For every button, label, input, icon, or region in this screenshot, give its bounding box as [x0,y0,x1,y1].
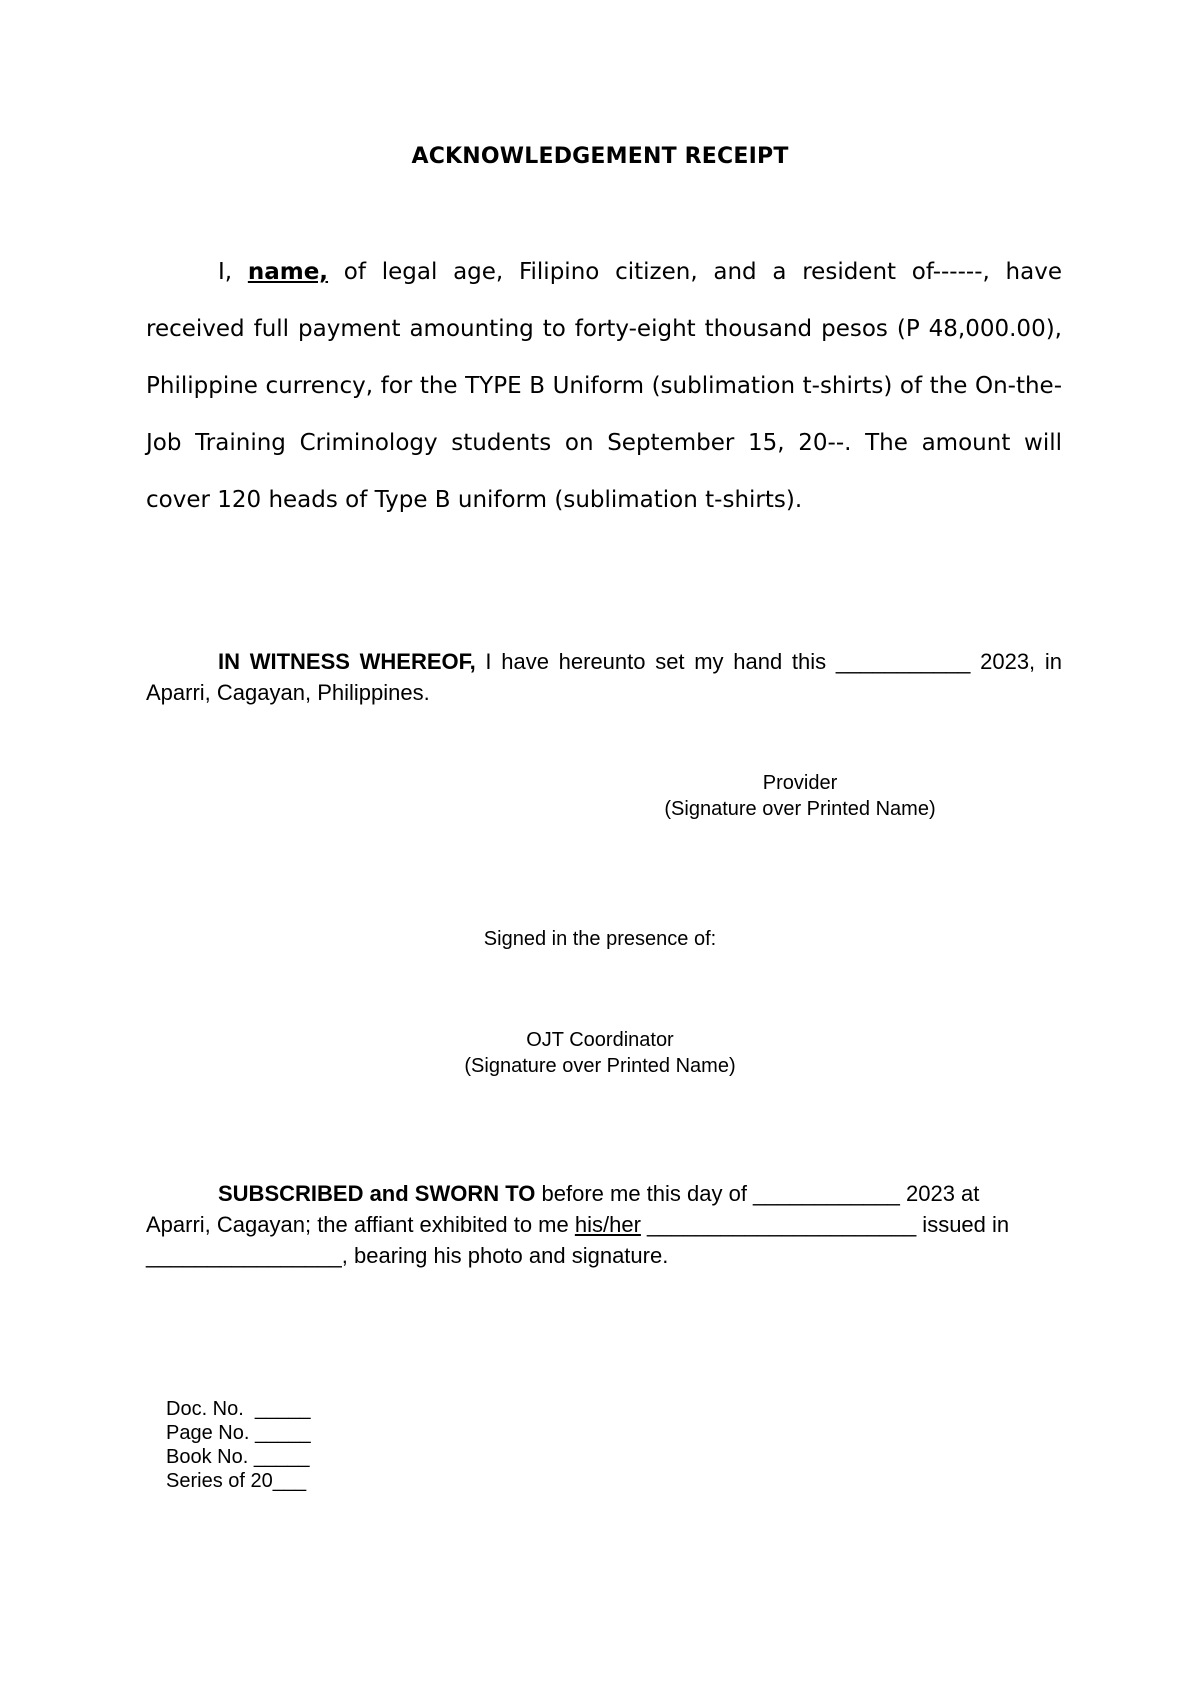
jurat-heading: SUBSCRIBED and SWORN TO [218,1181,536,1206]
paragraph-body: of legal age, Filipino citizen, and a resident of------, have received full payment amounting to forty-eight thousand pesos (P 48,000.00), Philippine currency, for the TYPE B Uniform (sublimation t-shirts) of the On-the-Job Training Criminology students on September 15, 20--. The amount will cover 120 heads of Type B uniform (sublimation t-shirts). [146,259,1062,513]
witness-body: I have hereunto set my hand this ___________ 2023, in Aparri, Cagayan, Philippines. [146,649,1062,705]
paragraph-prefix: I, [218,259,248,285]
notarial-register-block [166,1397,311,1493]
presence-line: Signed in the presence of: [483,928,717,950]
page-number-line: Page No. _____ [166,1422,311,1444]
ojt-label: OJT Coordinator [526,1029,674,1051]
document-title: ACKNOWLEDGEMENT RECEIPT [411,144,789,169]
witness-paragraph [146,646,1062,708]
series-line: Series of 20___ [166,1470,307,1492]
jurat-body-1: before me this day of ____________ 2023 at Aparri, Cagayan; the affiant exhibited to me [146,1181,980,1237]
ojt-caption: (Signature over Printed Name) [464,1055,736,1077]
witness-heading: IN WITNESS WHEREOF, [218,649,476,674]
provider-caption: (Signature over Printed Name) [664,798,936,820]
jurat-paragraph [146,1178,1036,1271]
ojt-signature-block [400,1027,800,1079]
recipient-name: name, [247,259,329,285]
book-number-line: Book No. _____ [166,1446,310,1468]
doc-number-line: Doc. No. _____ [166,1398,311,1420]
receipt-paragraph [146,244,1062,529]
jurat-body-2: ______________________ issued in ________________, bearing his photo and signature. [146,1212,1010,1268]
jurat-pronoun: his/her [574,1212,641,1237]
provider-label: Provider [762,772,838,794]
provider-signature-block [620,770,980,822]
